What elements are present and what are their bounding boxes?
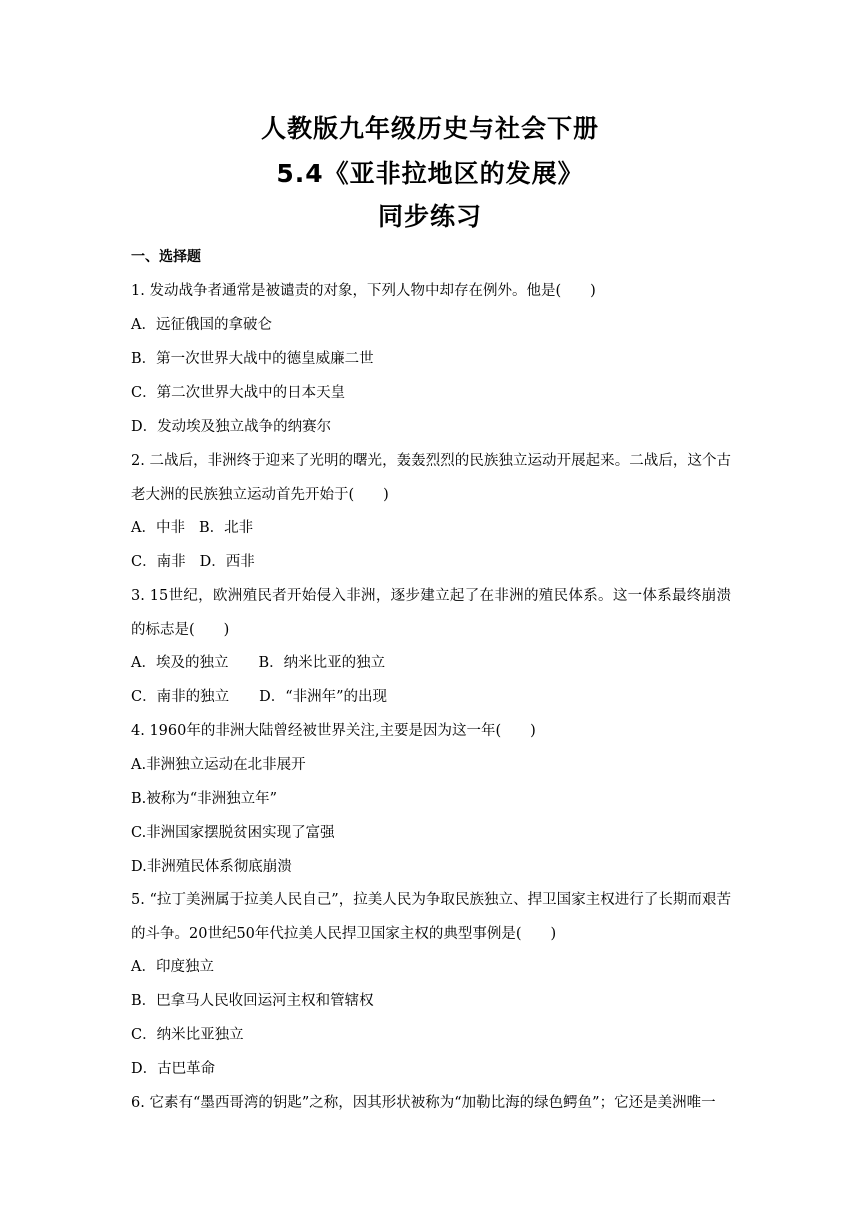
question-4-option-a: A.非洲独立运动在北非展开: [131, 757, 306, 773]
question-4-option-d: D.非洲殖民体系彻底崩溃: [131, 859, 292, 875]
question-3-option-a: A．埃及的独立: [131, 655, 229, 671]
document-title-line-2: 5.4《亚非拉地区的发展》: [276, 159, 584, 188]
question-3-option-d: D．“非洲年”的出现: [259, 689, 388, 705]
question-5-option-a: A．印度独立: [131, 959, 214, 975]
question-3-options-row-1: [131, 653, 385, 673]
question-3-options-row-2: [131, 687, 387, 707]
question-4-stem: 4. 1960年的非洲大陆曾经被世界关注,主要是因为这一年( ): [131, 723, 536, 739]
section-heading: 一、选择题: [131, 249, 201, 265]
question-1-stem: 1. 发动战争者通常是被谴责的对象，下列人物中却存在例外。他是( ): [131, 283, 596, 299]
question-2-option-b: B．北非: [198, 520, 254, 536]
question-3-option-c: C．南非的独立: [131, 689, 230, 705]
question-5-stem: 5. “拉丁美洲属于拉美人民自己”，拉美人民为争取民族独立、捍卫国家主权进行了长期而艰苦的斗争。20世纪50年代拉美人民捍卫国家主权的典型事例是( ): [131, 892, 731, 942]
document-title-line-1: 人教版九年级历史与社会下册: [260, 114, 599, 143]
question-2-option-a: A．中非: [131, 520, 185, 536]
question-5-option-d: D．古巴革命: [131, 1061, 216, 1077]
question-2-options-row-2: [131, 552, 255, 572]
question-1-option-a: A．远征俄国的拿破仑: [131, 317, 272, 333]
question-4-option-b: B.被称为“非洲独立年”: [131, 791, 278, 807]
question-2-option-c: C．南非: [131, 554, 186, 570]
question-3-option-b: B．纳米比亚的独立: [258, 655, 386, 671]
question-1-option-b: B．第一次世界大战中的德皇威廉二世: [131, 351, 374, 367]
question-2-options-row-1: [131, 518, 253, 538]
question-2-option-d: D．西非: [199, 554, 255, 570]
document-title-line-3: 同步练习: [377, 202, 482, 231]
question-2-stem: 2. 二战后，非洲终于迎来了光明的曙光，轰轰烈烈的民族独立运动开展起来。二战后，这个古老大洲的民族独立运动首先开始于( ): [131, 453, 731, 503]
question-1-option-d: D．发动埃及独立战争的纳赛尔: [131, 419, 332, 435]
question-6-stem: 6. 它素有“墨西哥湾的钥匙”之称，因其形状被称为“加勒比海的绿色鳄鱼”；它还是美洲唯一: [131, 1095, 716, 1111]
question-5-option-b: B．巴拿马人民收回运河主权和管辖权: [131, 993, 374, 1009]
question-5-option-c: C．纳米比亚独立: [131, 1027, 244, 1043]
question-1-option-c: C．第二次世界大战中的日本天皇: [131, 385, 346, 401]
question-3-stem: 3. 15世纪，欧洲殖民者开始侵入非洲，逐步建立起了在非洲的殖民体系。这一体系最终崩溃的标志是( ): [131, 588, 731, 638]
question-4-option-c: C.非洲国家摆脱贫困实现了富强: [131, 825, 335, 841]
